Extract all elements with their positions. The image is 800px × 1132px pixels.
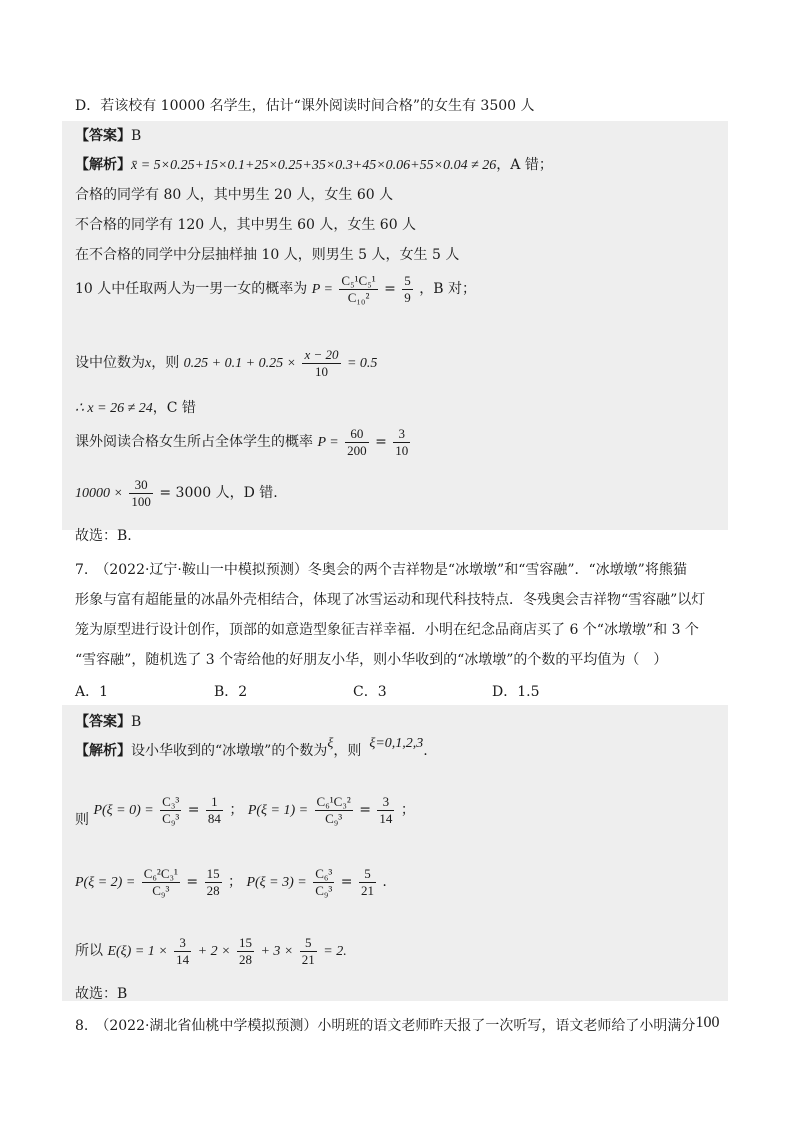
p2-rnum: 15 [206,865,220,881]
q7-option-d: D．1.5 [492,684,540,700]
q6-mean-line [75,155,553,176]
q7-line-1: 7. （2022·辽宁·鞍山一中模拟预测）冬奥会的两个吉祥物是“冰墩墩”和“雪容融”．“冰墩墩”将熊猫 [75,562,687,578]
mean-verdict: ，A 错； [496,157,553,173]
p3-rnum: 5 [359,866,376,883]
q8-score: 100 [695,1014,720,1031]
p0-rnum: 1 [206,794,223,811]
prob-result-den: 9 [404,289,411,305]
median-result-expr: ∴ x = 26 ≠ 24 [75,401,153,416]
p0-lhs: P(ξ = 0) = [93,803,154,818]
girl-prob-result [393,426,410,459]
q6-sampling-line: 在不合格的同学中分层抽样抽 10 人，则男生 5 人，女生 5 人 [75,247,460,263]
expect-f3-den: 21 [301,951,315,967]
p2-fraction [142,866,180,899]
prob-equals: = [384,281,396,297]
prob-result-num: 5 [404,272,411,288]
p0-result [206,794,223,827]
girl-prob-rden: 10 [395,442,409,458]
estimate-pre: 10000 × [75,486,123,501]
expect-f1-den: 14 [176,951,190,967]
q6-option-d: D．若该校有 10000 名学生，估计“课外阅读时间合格”的女生有 3500 人 [75,98,535,114]
p2-sep: ； [228,874,243,890]
p1-lhs: P(ξ = 1) = [247,803,309,818]
q7-p0-p1-line [75,790,415,831]
analysis-dot: . [423,743,428,759]
analysis-label: 【解析】 [75,157,131,173]
median-den: 10 [314,363,328,379]
median-expr: 0.25 + 0.1 + 0.25 × [183,356,297,371]
p1-equals: = [359,802,371,818]
estimate-post: = 3000 人，D 错. [159,485,278,501]
p1-rnum: 3 [377,794,394,811]
expect-f2-den: 28 [238,951,252,967]
expect-f2 [237,935,254,968]
estimate-den: 100 [131,493,151,509]
q6-qualified-line: 合格的同学有 80 人，其中男生 20 人，女生 60 人 [75,187,394,203]
prob-denominator: C₁₀² [347,289,370,305]
p0-equals: = [187,802,200,818]
p0-sep: ； [229,802,244,818]
q7-line-4: “雪容融”，随机选了 3 个寄给他的好朋友小华，则小华收到的“冰墩墩”的个数的平均值为（ ） [75,652,668,668]
q6-answer [75,126,141,146]
answer-value: B [131,714,142,730]
q6-median-result [75,398,196,419]
p3-result [359,866,376,899]
q7-option-c: C．3 [353,684,387,700]
q6-girl-prob-line [75,425,412,460]
p0-fraction [160,794,181,827]
q7-conclusion: 故选：B [75,986,128,1002]
q7-expectation-line [75,931,347,972]
p3-fraction [313,866,334,899]
prob-text: 10 人中任取两人为一男一女的概率为 [75,281,308,297]
q6-probability-line [75,272,476,307]
expect-f3-num: 5 [300,935,317,952]
xi-values: ξ=0,1,2,3 [369,736,424,751]
girl-prob-rnum: 3 [393,426,410,443]
median-result-verdict: ，C 错 [152,400,196,416]
prob-numerator: C₅¹C₅¹ [341,272,376,288]
p1-num: C₆¹C₃² [316,793,351,809]
girl-prob-den: 200 [347,442,367,458]
p0-rden: 84 [207,810,221,826]
p2-result [205,866,222,899]
p0-num: C₃³ [162,793,180,809]
analysis-mid: ，则 [333,743,362,759]
q7-line-2: 形象与富有超能量的冰晶外壳相结合，体现了冰雪运动和现代科技特点．冬残奥会吉祥物“雪容融”以灯 [75,592,706,608]
p1-rden: 14 [379,810,393,826]
expect-f1-num: 3 [174,935,191,952]
p3-equals: = [340,874,353,890]
expect-plus2: + 2 × [197,944,231,959]
q6-median-line [75,346,377,381]
xi-symbol: ξ [327,736,334,751]
girl-prob-equals: = [375,434,387,450]
q6-estimate-line [75,476,278,511]
p0-den: C₉³ [162,810,180,826]
p1-sep: ； [400,802,415,818]
prob-fraction [339,273,377,306]
p3-end: . [382,874,387,890]
q8-line-1 [75,1016,719,1036]
median-tail: = 0.5 [346,356,378,371]
median-num: x − 20 [304,346,339,362]
q7-option-a: A．1 [75,684,109,700]
q6-conclusion: 故选：B. [75,528,132,544]
p2-den: C₉³ [152,882,170,898]
expect-lhs: E(ξ) = 1 × [107,944,168,959]
mean-expression: x̄ = 5×0.25+15×0.1+25×0.25+35×0.3+45×0.06+55×0.04 ≠ 26 [131,158,497,173]
prob-result [402,273,413,306]
expect-pre: 所以 [75,943,103,959]
q7-line-3: 笼为原型进行设计创作，顶部的如意造型象征吉祥幸福．小明在纪念品商店买了 6 个“冰墩墩”和 3 个 [75,622,699,638]
q8-text: 8. （2022·湖北省仙桃中学模拟预测）小明班的语文老师昨天报了一次听写，语文老师给了小明满分 [75,1018,696,1034]
p3-num: C₆³ [315,865,333,881]
p3-lhs: P(ξ = 3) = [246,875,307,890]
p1-result [377,794,394,827]
p1-den: C₉³ [325,810,343,826]
p2-num: C₆²C₃¹ [143,865,178,881]
q7-answer [75,712,141,732]
answer-value: B [131,128,142,144]
analysis-label: 【解析】 [75,743,131,759]
girl-prob-p: P = [317,435,339,450]
p3-den: C₉³ [315,882,333,898]
p3-rden: 21 [360,882,374,898]
answer-label: 【答案】 [75,714,131,730]
p2-lhs: P(ξ = 2) = [75,875,136,890]
q6-unqualified-line: 不合格的同学有 120 人，其中男生 60 人，女生 60 人 [75,217,417,233]
q7-p2-p3-line [75,862,387,903]
answer-label: 【答案】 [75,128,131,144]
girl-prob-text: 课外阅读合格女生所占全体学生的概率 [75,434,313,450]
girl-prob-num: 60 [345,426,369,443]
median-mid: ，则 [151,355,180,371]
median-fraction [302,347,340,380]
prob-p: P = [311,282,333,297]
estimate-num: 30 [129,477,153,494]
expect-f3 [300,935,317,968]
p1-fraction [315,794,353,827]
analysis-text: 设小华收到的“冰墩墩”的个数为 [131,743,328,759]
expect-tail: = 2. [323,944,347,959]
p2-rden: 28 [206,882,220,898]
expect-plus3: + 3 × [260,944,294,959]
median-text: 设中位数为 [75,355,145,371]
prob-verdict: ，B 对； [419,281,476,297]
q7-analysis-line [75,736,428,762]
then-word: 则 [75,812,89,828]
estimate-fraction [129,477,153,510]
q7-option-b: B．2 [214,684,248,700]
median-var: x [145,356,152,371]
girl-prob-fraction [345,426,369,459]
q6-answer-block [62,121,728,530]
p2-equals: = [186,874,199,890]
expect-f2-num: 15 [238,934,252,950]
expect-f1 [174,935,191,968]
